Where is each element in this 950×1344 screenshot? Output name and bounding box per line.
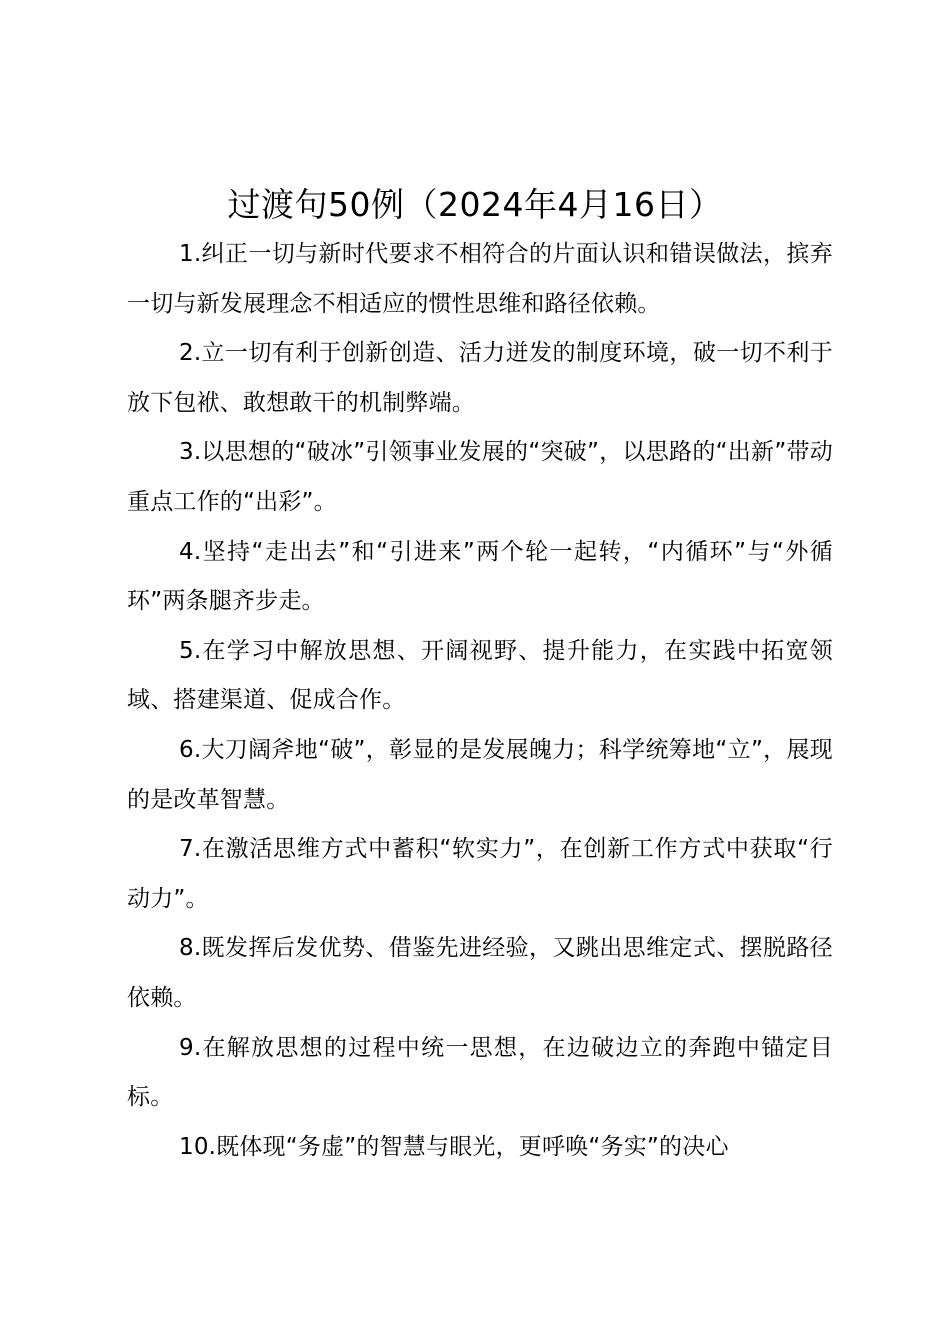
paragraph-6: 6.大刀阔斧地“破”，彰显的是发展魄力；科学统筹地“立”，展现的是改革智慧。 [127, 736, 833, 813]
paragraph-2: 2.立一切有利于创新创造、活力迸发的制度环境，破一切不利于放下包袱、敢想敢干的机制弊端。 [127, 340, 833, 416]
document-body [127, 230, 833, 1172]
paragraph-5: 5.在学习中解放思想、开阔视野、提升能力，在实践中拓宽领域、搭建渠道、促成合作。 [127, 637, 833, 714]
document-title: 过渡句50例（2024年4月16日） [227, 185, 723, 224]
paragraph-1: 1.纠正一切与新时代要求不相符合的片面认识和错误做法，摈弃一切与新发展理念不相适应的惯性思维和路径依赖。 [127, 241, 833, 317]
paragraph-3: 3.以思想的“破冰”引领事业发展的“突破”，以思路的“出新”带动重点工作的“出彩”。 [127, 439, 833, 515]
paragraph-7: 7.在激活思维方式中蓄积“软实力”，在创新工作方式中获取“行动力”。 [127, 836, 833, 912]
paragraph-10: 10.既体现“务虚”的智慧与眼光，更呼唤“务实”的决心 [179, 1133, 729, 1160]
paragraph-8: 8.既发挥后发优势、借鉴先进经验，又跳出思维定式、摆脱路径依赖。 [127, 935, 833, 1011]
paragraph-9: 9.在解放思想的过程中统一思想，在边破边立的奔跑中锚定目标。 [127, 1034, 833, 1111]
paragraph-4: 4.坚持“走出去”和“引进来”两个轮一起转，“内循环”与“外循环”两条腿齐步走。 [127, 538, 833, 615]
